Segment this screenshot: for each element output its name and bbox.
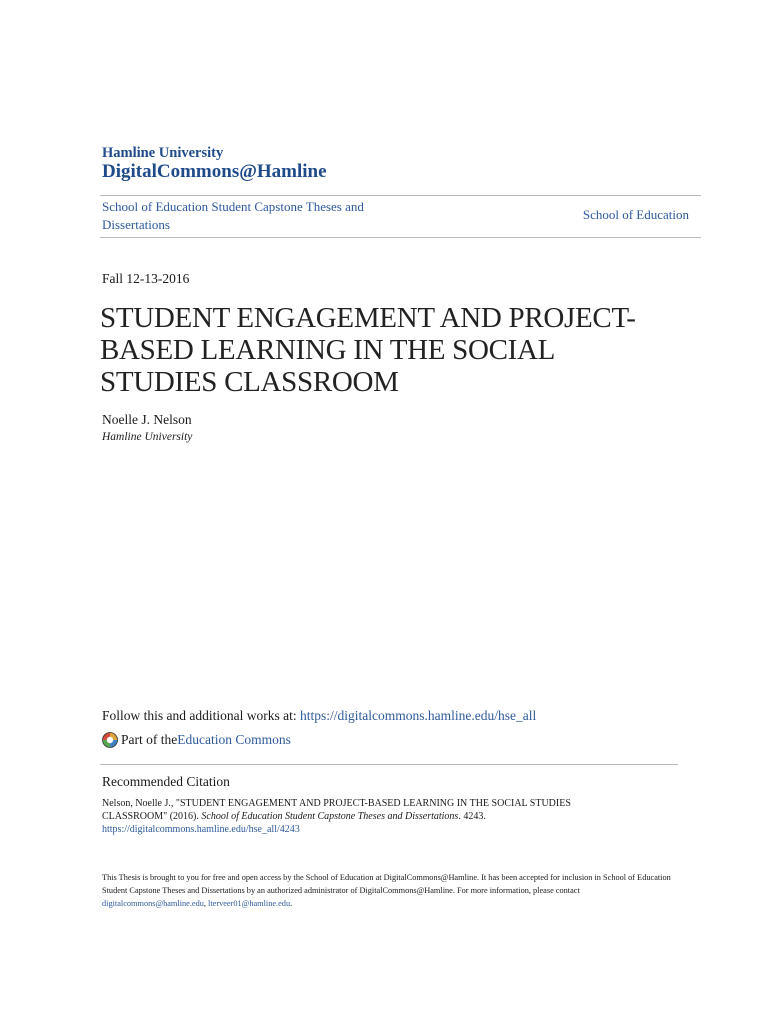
open-access-icon [101,731,119,749]
citation-series-italic: School of Education Student Capstone Theses and Dissertations [201,811,459,822]
notice-text: This Thesis is brought to you for free and open access by the School of Education at DigitalCommons@Hamline. It has been accepted for inclusion in School of Education Student Capstone Theses and Dissertations by an authorized administrator of DigitalCommons@Hamline. For more information, please contact [102,873,671,895]
divider-citation [100,764,678,765]
collection-url-link[interactable]: https://digitalcommons.hamline.edu/hse_all [300,708,537,723]
contact-email-link-2[interactable]: lterveer01@hamline.edu [208,899,291,908]
notice-end: . [290,899,293,908]
divider-bottom [100,237,701,238]
citation-url-link[interactable]: https://digitalcommons.hamline.edu/hse_all/4243 [102,824,300,835]
follow-prefix: Follow this and additional works at: [102,708,300,723]
citation-line-2: CLASSROOM" (2016). [102,811,202,822]
document-title [100,302,700,398]
title-line-1: STUDENT ENGAGEMENT AND PROJECT- [100,302,636,334]
title-line-2: BASED LEARNING IN THE SOCIAL [100,334,556,366]
citation-line-1: Nelson, Noelle J., "STUDENT ENGAGEMENT AND PROJECT-BASED LEARNING IN THE SOCIAL STUDIES [102,798,571,809]
title-line-3: STUDIES CLASSROOM [100,366,399,398]
part-of-prefix: Part of the [121,732,178,747]
divider-top [100,195,701,196]
part-of-line [101,731,291,749]
notice-separator: , [203,899,209,908]
contact-email-link-1[interactable]: digitalcommons@hamline.edu [102,899,204,908]
citation-label: Recommended Citation [102,774,230,789]
university-name: Hamline University [102,145,224,161]
citation-text [102,797,662,836]
author-name: Noelle J. Nelson [102,412,192,427]
access-notice [102,871,682,910]
series-link[interactable]: School of Education Student Capstone Theses and Dissertations [102,199,364,232]
education-commons-link[interactable]: Education Commons [177,732,291,747]
repository-link[interactable]: DigitalCommons@Hamline [102,161,327,182]
author-affiliation: Hamline University [102,431,193,443]
citation-line-2-end: . 4243. [458,811,486,822]
follow-line [102,708,536,724]
publication-date: Fall 12-13-2016 [102,271,190,286]
department-link[interactable]: School of Education [582,207,689,222]
